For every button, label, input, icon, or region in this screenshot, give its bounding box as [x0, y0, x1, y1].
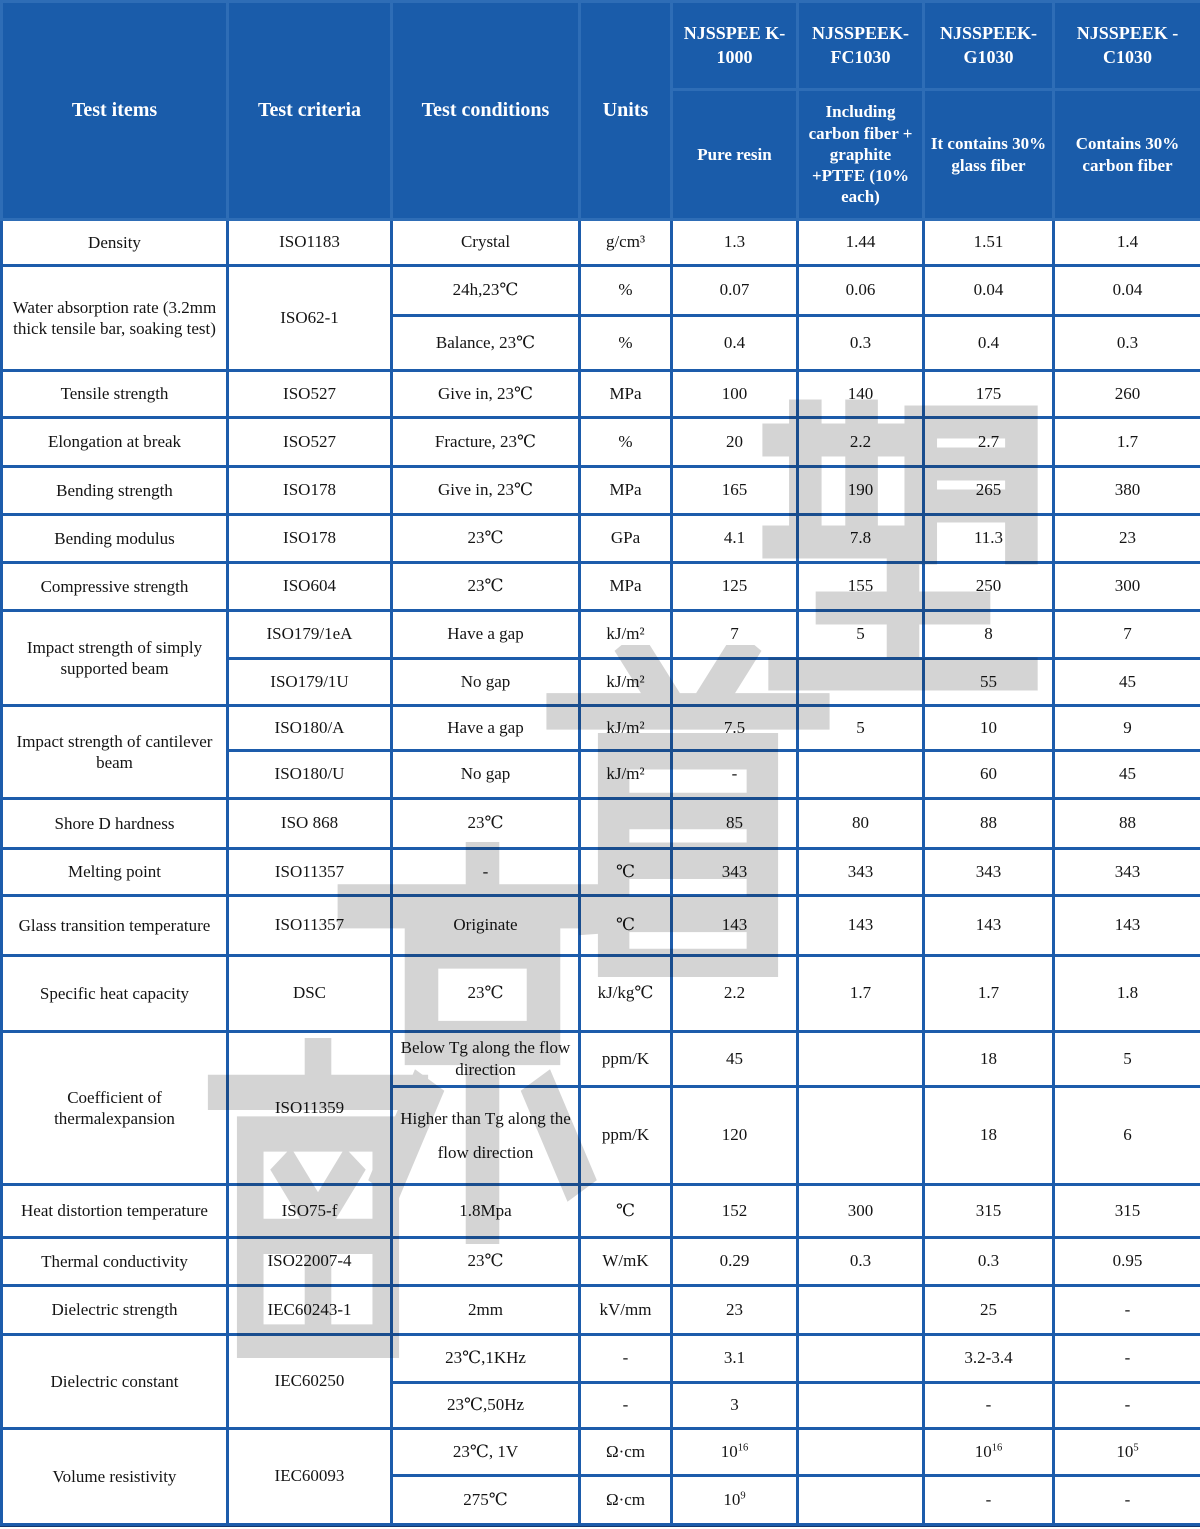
table-row [2, 956, 1200, 1032]
cell-val: 3 [672, 1383, 798, 1429]
cell-cond: No gap [392, 751, 580, 799]
cell-item: Density [2, 220, 228, 266]
cell-unit: - [580, 1335, 672, 1383]
cell-cond: 2mm [392, 1286, 580, 1335]
cell-unit: MPa [580, 563, 672, 611]
cell-val: - [1054, 1476, 1200, 1525]
cell-crit: ISO180/A [228, 706, 392, 751]
cell-val: 300 [798, 1185, 924, 1238]
cell-val: - [924, 1476, 1054, 1525]
cell-item: Glass transition temperature [2, 896, 228, 956]
cell-item: Compressive strength [2, 563, 228, 611]
cell-val: 88 [1054, 799, 1200, 849]
cell-val: 343 [1054, 849, 1200, 896]
cell-val: 0.06 [798, 266, 924, 316]
table-row [2, 1335, 1200, 1383]
cell-unit: kJ/m² [580, 751, 672, 799]
cell-cond: 23℃ [392, 563, 580, 611]
cell-crit: IEC60093 [228, 1429, 392, 1525]
cell-item: Specific heat capacity [2, 956, 228, 1032]
cell-val: 5 [798, 706, 924, 751]
cell-val: 10 [924, 706, 1054, 751]
table-row [2, 1185, 1200, 1238]
cell-cond: Have a gap [392, 611, 580, 659]
cell-item: Melting point [2, 849, 228, 896]
cell-val: 380 [1054, 467, 1200, 515]
table-body [2, 220, 1200, 1525]
cell-val: 175 [924, 371, 1054, 418]
cell-val: 55 [924, 659, 1054, 706]
cell-unit: Ω·cm [580, 1429, 672, 1476]
cell-cond: Fracture, 23℃ [392, 418, 580, 467]
cell-val: 315 [1054, 1185, 1200, 1238]
cell-val: 343 [924, 849, 1054, 896]
cell-cond: Give in, 23℃ [392, 467, 580, 515]
cell-crit: IEC60243-1 [228, 1286, 392, 1335]
cell-val: 5 [1054, 1032, 1200, 1087]
product-header-k1000: NJSSPEE K-1000 [672, 2, 798, 90]
cell-cond: 23℃ [392, 956, 580, 1032]
cell-val: - [672, 751, 798, 799]
cell-cond: Originate [392, 896, 580, 956]
cell-val: 0.04 [1054, 266, 1200, 316]
cell-val: 0.3 [1054, 316, 1200, 371]
cell-cond: Balance, 23℃ [392, 316, 580, 371]
cell-val: $10^5$ [1054, 1429, 1200, 1476]
table-row [2, 1238, 1200, 1286]
cell-unit: kJ/kg℃ [580, 956, 672, 1032]
cell-val: 343 [798, 849, 924, 896]
cell-val: 60 [924, 751, 1054, 799]
cell-val [798, 1429, 924, 1476]
cell-val: - [924, 1383, 1054, 1429]
cell-val: 7 [1054, 611, 1200, 659]
cell-val: 143 [924, 896, 1054, 956]
cell-val: 2.2 [798, 418, 924, 467]
cell-unit: MPa [580, 467, 672, 515]
cell-val: 0.04 [924, 266, 1054, 316]
cell-val: 140 [798, 371, 924, 418]
cell-val: 1.8 [1054, 956, 1200, 1032]
cell-crit: ISO179/1eA [228, 611, 392, 659]
cell-val: 20 [672, 418, 798, 467]
cell-unit: % [580, 266, 672, 316]
cell-cond: Give in, 23℃ [392, 371, 580, 418]
cell-val: 3.2-3.4 [924, 1335, 1054, 1383]
cell-val: 7 [672, 611, 798, 659]
cell-cond: Higher than Tg along the flow direction [392, 1087, 580, 1185]
cell-unit: - [580, 1383, 672, 1429]
cell-val: 250 [924, 563, 1054, 611]
cell-val: 7.5 [672, 706, 798, 751]
cell-crit: ISO527 [228, 371, 392, 418]
cell-cond: - [392, 849, 580, 896]
cell-val: 120 [672, 1087, 798, 1185]
cell-unit: kJ/m² [580, 659, 672, 706]
cell-cond: 1.8Mpa [392, 1185, 580, 1238]
cell-unit: ℃ [580, 896, 672, 956]
cell-crit: ISO62-1 [228, 266, 392, 371]
cell-item: Water absorption rate (3.2mm thick tensile bar, soaking test) [2, 266, 228, 371]
cell-val: 80 [798, 799, 924, 849]
cell-val [798, 751, 924, 799]
cell-crit: ISO1183 [228, 220, 392, 266]
col-header-test-criteria: Test criteria [228, 2, 392, 220]
table-row [2, 849, 1200, 896]
cell-unit: ℃ [580, 849, 672, 896]
cell-unit: W/mK [580, 1238, 672, 1286]
cell-crit: ISO527 [228, 418, 392, 467]
cell-val: 300 [1054, 563, 1200, 611]
cell-val: 143 [672, 896, 798, 956]
table-row [2, 896, 1200, 956]
cell-val [798, 659, 924, 706]
cell-cond: Below Tg along the flow direction [392, 1032, 580, 1087]
cell-cond: Have a gap [392, 706, 580, 751]
cell-cond: 23℃,50Hz [392, 1383, 580, 1429]
cell-cond: 23℃, 1V [392, 1429, 580, 1476]
cell-cond: 24h,23℃ [392, 266, 580, 316]
cell-val: 1.3 [672, 220, 798, 266]
cell-item: Heat distortion temperature [2, 1185, 228, 1238]
cell-item: Impact strength of cantilever beam [2, 706, 228, 799]
cell-val: 0.07 [672, 266, 798, 316]
cell-val: 11.3 [924, 515, 1054, 563]
cell-val: 5 [798, 611, 924, 659]
cell-crit: ISO11357 [228, 849, 392, 896]
cell-item: Elongation at break [2, 418, 228, 467]
cell-cond: No gap [392, 659, 580, 706]
cell-val: 23 [1054, 515, 1200, 563]
table-row [2, 266, 1200, 316]
table-row [2, 515, 1200, 563]
cell-val: - [1054, 1383, 1200, 1429]
table-row [2, 706, 1200, 751]
table-row [2, 220, 1200, 266]
cell-val: $10^9$ [672, 1476, 798, 1525]
cell-unit: % [580, 316, 672, 371]
cell-val: 7.8 [798, 515, 924, 563]
cell-val: 143 [1054, 896, 1200, 956]
cell-val: 152 [672, 1185, 798, 1238]
cell-item: Dielectric strength [2, 1286, 228, 1335]
cell-val: 260 [1054, 371, 1200, 418]
cell-crit: ISO11357 [228, 896, 392, 956]
cell-cond: 23℃ [392, 515, 580, 563]
cell-unit: kJ/m² [580, 611, 672, 659]
cell-crit: ISO22007-4 [228, 1238, 392, 1286]
product-desc-g1030: It contains 30% glass fiber [924, 90, 1054, 220]
product-desc-k1000: Pure resin [672, 90, 798, 220]
cell-unit: ppm/K [580, 1087, 672, 1185]
cell-item: Shore D hardness [2, 799, 228, 849]
cell-unit: kV/mm [580, 1286, 672, 1335]
cell-val: 1.51 [924, 220, 1054, 266]
product-desc-c1030: Contains 30% carbon fiber [1054, 90, 1200, 220]
cell-val: - [1054, 1335, 1200, 1383]
table-row [2, 467, 1200, 515]
cell-crit: ISO75-f [228, 1185, 392, 1238]
table-header [2, 2, 1200, 220]
table-row [2, 563, 1200, 611]
cell-item: Impact strength of simply supported beam [2, 611, 228, 706]
cell-val: 0.29 [672, 1238, 798, 1286]
product-header-fc1030: NJSSPEEK- FC1030 [798, 2, 924, 90]
col-header-test-items: Test items [2, 2, 228, 220]
cell-val [798, 1476, 924, 1525]
cell-val: 1.7 [924, 956, 1054, 1032]
cell-cond: 275℃ [392, 1476, 580, 1525]
cell-val: 0.3 [798, 1238, 924, 1286]
cell-val: 2.2 [672, 956, 798, 1032]
cell-val: 143 [798, 896, 924, 956]
cell-val: 1.7 [798, 956, 924, 1032]
header-row-names [2, 2, 1200, 90]
cell-val: 0.4 [924, 316, 1054, 371]
product-header-g1030: NJSSPEEK- G1030 [924, 2, 1054, 90]
cell-val: $10^{16}$ [924, 1429, 1054, 1476]
table-row [2, 611, 1200, 659]
cell-cond: 23℃ [392, 799, 580, 849]
cell-unit: % [580, 418, 672, 467]
cell-val: 315 [924, 1185, 1054, 1238]
cell-val: $10^{16}$ [672, 1429, 798, 1476]
cell-unit: kJ/m² [580, 706, 672, 751]
cell-cond: 23℃ [392, 1238, 580, 1286]
cell-val: 9 [1054, 706, 1200, 751]
product-desc-fc1030: Including carbon fiber + graphite +PTFE (10% each) [798, 90, 924, 220]
cell-crit: IEC60250 [228, 1335, 392, 1429]
cell-val: 343 [672, 849, 798, 896]
cell-unit: ppm/K [580, 1032, 672, 1087]
cell-val: 45 [1054, 659, 1200, 706]
product-header-c1030: NJSSPEEK -C1030 [1054, 2, 1200, 90]
cell-val: 85 [672, 799, 798, 849]
cell-val: 2.7 [924, 418, 1054, 467]
cell-item: Tensile strength [2, 371, 228, 418]
cell-val [672, 659, 798, 706]
cell-item: Coefficient of thermalexpansion [2, 1032, 228, 1185]
cell-val: - [1054, 1286, 1200, 1335]
cell-val: 6 [1054, 1087, 1200, 1185]
cell-crit: DSC [228, 956, 392, 1032]
cell-unit: GPa [580, 515, 672, 563]
cell-val: 4.1 [672, 515, 798, 563]
cell-item: Bending modulus [2, 515, 228, 563]
cell-crit: ISO179/1U [228, 659, 392, 706]
cell-val: 155 [798, 563, 924, 611]
cell-val: 165 [672, 467, 798, 515]
cell-val: 0.3 [798, 316, 924, 371]
cell-val [798, 1032, 924, 1087]
cell-val: 25 [924, 1286, 1054, 1335]
cell-val [798, 1286, 924, 1335]
cell-unit: Ω·cm [580, 1476, 672, 1525]
cell-crit: ISO 868 [228, 799, 392, 849]
cell-item: Dielectric constant [2, 1335, 228, 1429]
cell-val: 100 [672, 371, 798, 418]
col-header-units: Units [580, 2, 672, 220]
cell-val: 0.3 [924, 1238, 1054, 1286]
cell-crit: ISO604 [228, 563, 392, 611]
table-row [2, 1286, 1200, 1335]
cell-val: 190 [798, 467, 924, 515]
cell-val: 1.4 [1054, 220, 1200, 266]
cell-cond: 23℃,1KHz [392, 1335, 580, 1383]
table-row [2, 799, 1200, 849]
cell-crit: ISO11359 [228, 1032, 392, 1185]
cell-val: 45 [1054, 751, 1200, 799]
cell-val: 18 [924, 1087, 1054, 1185]
col-header-test-conditions: Test conditions [392, 2, 580, 220]
table-row [2, 1032, 1200, 1087]
cell-val: 88 [924, 799, 1054, 849]
cell-cond: Crystal [392, 220, 580, 266]
cell-val: 0.4 [672, 316, 798, 371]
cell-val [798, 1383, 924, 1429]
cell-unit: MPa [580, 371, 672, 418]
cell-val: 0.95 [1054, 1238, 1200, 1286]
table-row [2, 1429, 1200, 1476]
cell-val [798, 1087, 924, 1185]
cell-crit: ISO180/U [228, 751, 392, 799]
cell-val: 125 [672, 563, 798, 611]
table-row [2, 371, 1200, 418]
cell-unit [580, 799, 672, 849]
cell-val [798, 1335, 924, 1383]
cell-val: 18 [924, 1032, 1054, 1087]
cell-val: 45 [672, 1032, 798, 1087]
cell-val: 1.7 [1054, 418, 1200, 467]
table-row [2, 418, 1200, 467]
cell-crit: ISO178 [228, 515, 392, 563]
cell-val: 8 [924, 611, 1054, 659]
cell-unit: ℃ [580, 1185, 672, 1238]
cell-unit: g/cm³ [580, 220, 672, 266]
cell-item: Thermal conductivity [2, 1238, 228, 1286]
cell-val: 265 [924, 467, 1054, 515]
cell-crit: ISO178 [228, 467, 392, 515]
cell-item: Volume resistivity [2, 1429, 228, 1525]
cell-val: 1.44 [798, 220, 924, 266]
cell-val: 3.1 [672, 1335, 798, 1383]
cell-item: Bending strength [2, 467, 228, 515]
cell-val: 23 [672, 1286, 798, 1335]
